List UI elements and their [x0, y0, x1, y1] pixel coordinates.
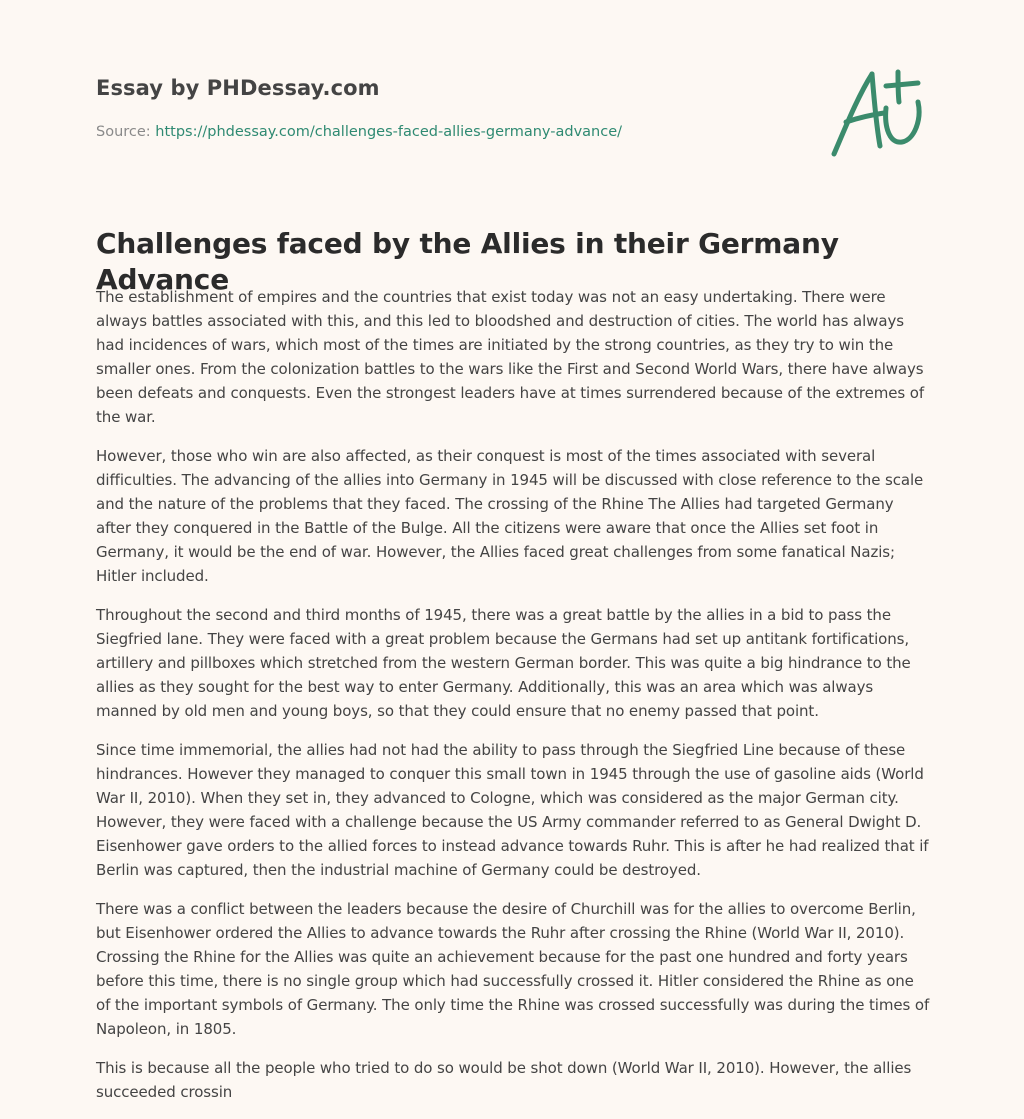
essay-body [96, 285, 930, 1119]
essay-paragraph: However, those who win are also affected, as their conquest is most of the times associated with several difficulties. The advancing of the allies into Germany in 1945 will be discussed with close reference to the scale and the nature of the problems that they faced. The crossing of the Rhine The Allies had targeted Germany after they conquered in the Battle of the Bulge. All the citizens were aware that once the Allies set foot in Germany, it would be the end of war. However, the Allies faced great challenges from some fanatical Nazis; Hitler included. [96, 447, 924, 585]
site-brand: Essay by PHDessay.com [96, 76, 380, 100]
source-line [96, 124, 622, 140]
page-header [96, 76, 928, 186]
essay-paragraph: Since time immemorial, the allies had not had the ability to pass through the Siegfried Line because of these hindrances. However they managed to conquer this small town in 1945 through the use of gasoline aids (World War II, 2010). When they set in, they advanced to Cologne, which was considered as the major German city. However, they were faced with a challenge because the US Army commander referred to as General Dwight D. Eisenhower gave orders to the allied forces to instead advance towards Ruhr. This is after he had realized that if Berlin was captured, then the industrial machine of Germany could be destroyed. [96, 741, 929, 879]
source-label: Source: [96, 124, 156, 140]
a-plus-logo-icon [828, 68, 928, 160]
source-link[interactable]: https://phdessay.com/challenges-faced-allies-germany-advance/ [155, 124, 623, 140]
essay-title: Challenges faced by the Allies in their Germany Advance [96, 227, 839, 297]
essay-paragraph: Throughout the second and third months of 1945, there was a great battle by the allies in a bid to pass the Siegfried lane. They were faced with a great problem because the Germans had set up antitank fortifications, artillery and pillboxes which stretched from the western German border. This was quite a big hindrance to the allies as they sought for the best way to enter Germany. Additionally, this was an area which was always manned by old men and young boys, so that they could ensure that no enemy passed that point. [96, 606, 911, 720]
essay-paragraph: There was a conflict between the leaders because the desire of Churchill was for the allies to overcome Berlin, but Eisenhower ordered the Allies to advance towards the Ruhr after crossing the Rhine (World War II, 2010). Crossing the Rhine for the Allies was quite an achievement because for the past one hundred and forty years before this time, there is no single group which had successfully crossed it. Hitler considered the Rhine as one of the important symbols of Germany. The only time the Rhine was crossed successfully was during the times of Napoleon, in 1805. [96, 900, 930, 1038]
essay-paragraph: The establishment of empires and the countries that exist today was not an easy undertaking. There were always battles associated with this, and this led to bloodshed and destruction of cities. The world has always had incidences of wars, which most of the times are initiated by the strong countries, as they try to win the smaller ones. From the colonization battles to the wars like the First and Second World Wars, there have always been defeats and conquests. Even the strongest leaders have at times surrendered because of the extremes of the war. [96, 288, 925, 426]
essay-paragraph: This is because all the people who tried to do so would be shot down (World War II, 2010). However, the allies succeeded crossin [96, 1059, 912, 1101]
